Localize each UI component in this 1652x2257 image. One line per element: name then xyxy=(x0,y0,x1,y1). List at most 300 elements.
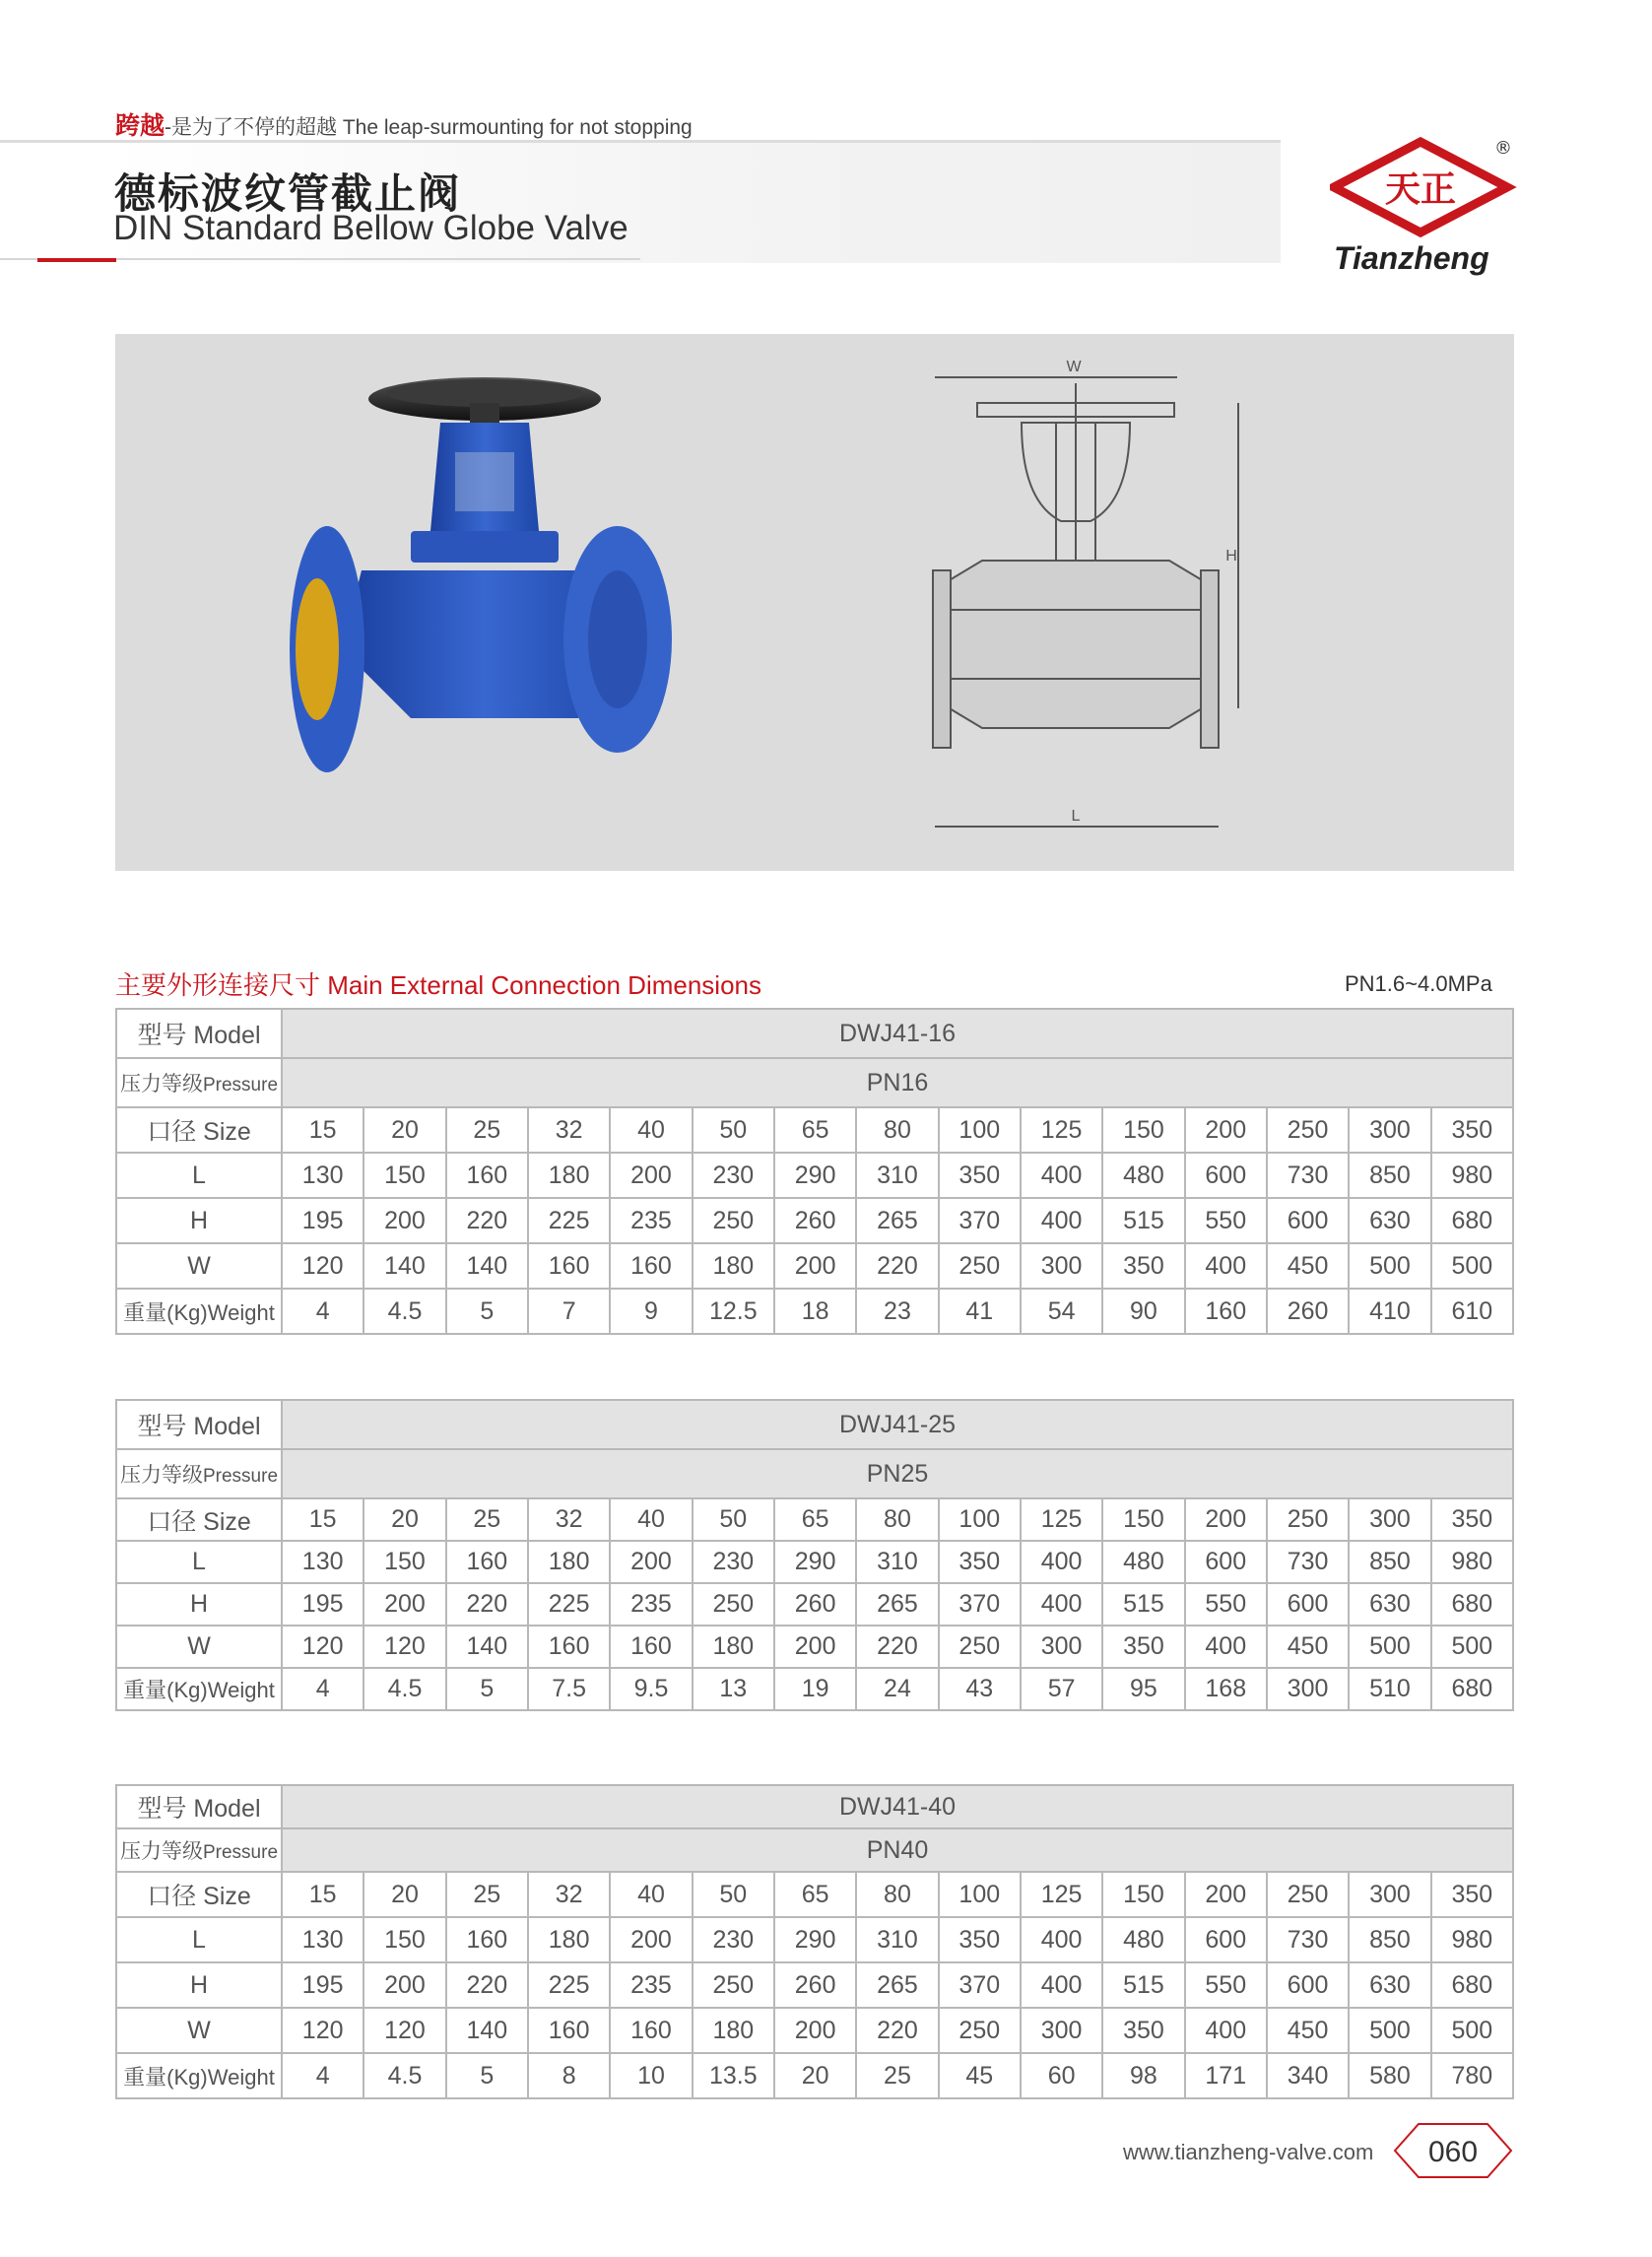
table-cell: 200 xyxy=(1185,1872,1267,1917)
model-cell: DWJ41-25 xyxy=(282,1400,1513,1449)
table-cell: 50 xyxy=(693,1872,774,1917)
table-cell: 235 xyxy=(610,1962,692,2008)
table-cell: 300 xyxy=(1021,1626,1102,1668)
table-cell: 400 xyxy=(1021,1917,1102,1962)
table-cell: 7.5 xyxy=(528,1668,610,1710)
table-cell: 25 xyxy=(446,1498,528,1541)
table-cell: 980 xyxy=(1431,1153,1513,1198)
table-cell: 600 xyxy=(1185,1153,1267,1198)
table-cell: 80 xyxy=(856,1107,938,1153)
table-cell: 140 xyxy=(446,1626,528,1668)
row-label-text: 压力等级 xyxy=(119,1840,203,1863)
table-cell: 220 xyxy=(446,1198,528,1243)
table-cell: 120 xyxy=(282,1243,363,1289)
table-cell: 450 xyxy=(1267,2008,1349,2053)
pressure-cell: PN16 xyxy=(282,1058,1513,1107)
table-cell: 300 xyxy=(1349,1872,1430,1917)
table-cell: 265 xyxy=(856,1962,938,2008)
table-cell: 13.5 xyxy=(693,2053,774,2098)
table-cell: 250 xyxy=(1267,1872,1349,1917)
table-cell: 24 xyxy=(856,1668,938,1710)
spec-table xyxy=(115,1784,1514,2099)
table-cell: 600 xyxy=(1267,1962,1349,2008)
row-label-text: Pressure xyxy=(202,1842,279,1863)
table-cell: 23 xyxy=(856,1289,938,1334)
table-cell: 15 xyxy=(282,1498,363,1541)
table-cell: 160 xyxy=(610,2008,692,2053)
table-cell: 400 xyxy=(1021,1153,1102,1198)
table-cell: 200 xyxy=(1185,1498,1267,1541)
table-row xyxy=(116,1962,1513,2008)
table-cell: 400 xyxy=(1021,1198,1102,1243)
table-row xyxy=(116,1058,1513,1107)
table-cell: 600 xyxy=(1267,1583,1349,1626)
model-cell: DWJ41-16 xyxy=(282,1009,1513,1058)
table-cell: 250 xyxy=(1267,1498,1349,1541)
table-cell: 90 xyxy=(1102,1289,1184,1334)
table-cell: 260 xyxy=(774,1962,856,2008)
table-cell: 290 xyxy=(774,1917,856,1962)
table-cell: 260 xyxy=(774,1198,856,1243)
table-row xyxy=(116,1198,1513,1243)
table-cell: 980 xyxy=(1431,1917,1513,1962)
table-row xyxy=(116,1917,1513,1962)
table-cell: 370 xyxy=(939,1583,1021,1626)
table-cell: 45 xyxy=(939,2053,1021,2098)
table-row xyxy=(116,1498,1513,1541)
table-cell: 410 xyxy=(1349,1289,1430,1334)
row-label: W xyxy=(116,1626,282,1668)
table-cell: 225 xyxy=(528,1583,610,1626)
table-cell: 125 xyxy=(1021,1498,1102,1541)
table-cell: 195 xyxy=(282,1583,363,1626)
table-cell: 180 xyxy=(693,2008,774,2053)
table-cell: 180 xyxy=(693,1626,774,1668)
table-cell: 500 xyxy=(1349,2008,1430,2053)
table-cell: 260 xyxy=(1267,1289,1349,1334)
table-cell: 340 xyxy=(1267,2053,1349,2098)
website-url: www.tianzheng-valve.com xyxy=(1123,2140,1374,2164)
brand-logo xyxy=(1330,136,1517,244)
table-cell: 19 xyxy=(774,1668,856,1710)
row-label: 口径 Size xyxy=(116,1872,282,1917)
table-cell: 150 xyxy=(363,1153,445,1198)
table-cell: 130 xyxy=(282,1541,363,1583)
row-label: 口径 Size xyxy=(116,1498,282,1541)
table-cell: 250 xyxy=(939,2008,1021,2053)
table-cell: 500 xyxy=(1349,1626,1430,1668)
table-cell: 300 xyxy=(1021,1243,1102,1289)
product-illustrations xyxy=(115,334,1514,871)
table-cell: 10 xyxy=(610,2053,692,2098)
table-row xyxy=(116,2008,1513,2053)
table-cell: 250 xyxy=(693,1583,774,1626)
table-cell: 400 xyxy=(1185,1243,1267,1289)
table-cell: 7 xyxy=(528,1289,610,1334)
table-cell: 515 xyxy=(1102,1962,1184,2008)
row-label-text: 压力等级 xyxy=(119,1464,203,1487)
table-cell: 80 xyxy=(856,1872,938,1917)
logo-brand-name: Tianzheng xyxy=(1334,240,1489,276)
table-cell: 250 xyxy=(939,1626,1021,1668)
table-cell: 350 xyxy=(1102,1626,1184,1668)
table-cell: 150 xyxy=(1102,1498,1184,1541)
row-label: L xyxy=(116,1153,282,1198)
table-cell: 25 xyxy=(856,2053,938,2098)
table-cell: 65 xyxy=(774,1107,856,1153)
row-label: H xyxy=(116,1583,282,1626)
table-cell: 140 xyxy=(446,2008,528,2053)
table-cell: 125 xyxy=(1021,1107,1102,1153)
table-cell: 180 xyxy=(528,1153,610,1198)
table-cell: 680 xyxy=(1431,1668,1513,1710)
table-row xyxy=(116,1289,1513,1334)
table-cell: 195 xyxy=(282,1198,363,1243)
table-cell: 41 xyxy=(939,1289,1021,1334)
row-label: 重量(Kg)Weight xyxy=(116,1289,282,1334)
row-label-text: 压力等级 xyxy=(119,1073,203,1095)
table-cell: 120 xyxy=(363,1626,445,1668)
row-label xyxy=(116,1058,282,1107)
table-cell: 120 xyxy=(363,2008,445,2053)
row-label: W xyxy=(116,1243,282,1289)
table-cell: 18 xyxy=(774,1289,856,1334)
table-cell: 550 xyxy=(1185,1198,1267,1243)
table-cell: 480 xyxy=(1102,1917,1184,1962)
table-cell: 250 xyxy=(1267,1107,1349,1153)
table-cell: 400 xyxy=(1185,2008,1267,2053)
table-cell: 150 xyxy=(363,1541,445,1583)
table-cell: 200 xyxy=(774,1243,856,1289)
table-cell: 200 xyxy=(610,1917,692,1962)
table-cell: 140 xyxy=(363,1243,445,1289)
table-cell: 260 xyxy=(774,1583,856,1626)
table-cell: 550 xyxy=(1185,1583,1267,1626)
table-cell: 32 xyxy=(528,1498,610,1541)
row-label: 型号 Model xyxy=(116,1785,282,1828)
table-cell: 780 xyxy=(1431,2053,1513,2098)
table-cell: 32 xyxy=(528,1872,610,1917)
table-cell: 850 xyxy=(1349,1153,1430,1198)
table-cell: 350 xyxy=(1431,1107,1513,1153)
table-cell: 265 xyxy=(856,1583,938,1626)
table-cell: 600 xyxy=(1185,1917,1267,1962)
table-cell: 310 xyxy=(856,1153,938,1198)
table-row xyxy=(116,1583,1513,1626)
table-cell: 500 xyxy=(1431,1626,1513,1668)
table-cell: 150 xyxy=(1102,1107,1184,1153)
table-cell: 350 xyxy=(939,1917,1021,1962)
table-cell: 20 xyxy=(363,1107,445,1153)
table-cell: 60 xyxy=(1021,2053,1102,2098)
table-cell: 480 xyxy=(1102,1153,1184,1198)
row-label-text: Pressure xyxy=(202,1466,279,1487)
dimension-label-l: L xyxy=(1071,808,1081,825)
table-cell: 225 xyxy=(528,1198,610,1243)
table-cell: 9.5 xyxy=(610,1668,692,1710)
table-cell: 180 xyxy=(528,1541,610,1583)
table-cell: 500 xyxy=(1431,1243,1513,1289)
table-cell: 160 xyxy=(528,1243,610,1289)
table-cell: 680 xyxy=(1431,1583,1513,1626)
table-cell: 160 xyxy=(446,1917,528,1962)
table-cell: 200 xyxy=(610,1541,692,1583)
table-cell: 630 xyxy=(1349,1198,1430,1243)
table-cell: 12.5 xyxy=(693,1289,774,1334)
table-cell: 220 xyxy=(446,1962,528,2008)
table-cell: 4.5 xyxy=(363,1668,445,1710)
table-cell: 180 xyxy=(693,1243,774,1289)
table-cell: 350 xyxy=(1431,1498,1513,1541)
table-cell: 250 xyxy=(693,1962,774,2008)
page-title-cn: 德标波纹管截止阀 xyxy=(114,170,462,217)
table-cell: 40 xyxy=(610,1872,692,1917)
table-cell: 290 xyxy=(774,1541,856,1583)
table-cell: 168 xyxy=(1185,1668,1267,1710)
table-cell: 310 xyxy=(856,1541,938,1583)
table-cell: 15 xyxy=(282,1872,363,1917)
table-cell: 50 xyxy=(693,1107,774,1153)
table-cell: 680 xyxy=(1431,1198,1513,1243)
logo-cn-text: 天正 xyxy=(1384,169,1457,210)
table-cell: 220 xyxy=(446,1583,528,1626)
table-cell: 450 xyxy=(1267,1626,1349,1668)
table-cell: 450 xyxy=(1267,1243,1349,1289)
table-cell: 350 xyxy=(1102,1243,1184,1289)
table-cell: 600 xyxy=(1267,1198,1349,1243)
table-row xyxy=(116,2053,1513,2098)
table-cell: 200 xyxy=(610,1153,692,1198)
table-cell: 630 xyxy=(1349,1583,1430,1626)
table-cell: 65 xyxy=(774,1498,856,1541)
table-cell: 400 xyxy=(1185,1626,1267,1668)
table-cell: 400 xyxy=(1021,1541,1102,1583)
table-cell: 550 xyxy=(1185,1962,1267,2008)
table-cell: 125 xyxy=(1021,1872,1102,1917)
table-cell: 220 xyxy=(856,2008,938,2053)
table-cell: 220 xyxy=(856,1243,938,1289)
table-cell: 730 xyxy=(1267,1153,1349,1198)
section-title: 主要外形连接尺寸 Main External Connection Dimensions xyxy=(115,970,761,1000)
table-cell: 610 xyxy=(1431,1289,1513,1334)
title-accent-bar xyxy=(37,258,116,262)
table-cell: 20 xyxy=(774,2053,856,2098)
row-label: 口径 Size xyxy=(116,1107,282,1153)
registered-mark: ® xyxy=(1494,138,1512,159)
table-cell: 630 xyxy=(1349,1962,1430,2008)
table-cell: 120 xyxy=(282,1626,363,1668)
dimension-label-w: W xyxy=(1066,359,1082,375)
table-cell: 100 xyxy=(939,1107,1021,1153)
table-cell: 25 xyxy=(446,1107,528,1153)
table-cell: 250 xyxy=(693,1198,774,1243)
table-cell: 200 xyxy=(774,1626,856,1668)
table-cell: 515 xyxy=(1102,1198,1184,1243)
table-cell: 235 xyxy=(610,1583,692,1626)
table-cell: 171 xyxy=(1185,2053,1267,2098)
table-cell: 9 xyxy=(610,1289,692,1334)
table-cell: 100 xyxy=(939,1872,1021,1917)
table-cell: 130 xyxy=(282,1917,363,1962)
table-cell: 140 xyxy=(446,1243,528,1289)
table-cell: 515 xyxy=(1102,1583,1184,1626)
table-cell: 32 xyxy=(528,1107,610,1153)
table-cell: 350 xyxy=(1102,2008,1184,2053)
table-row xyxy=(116,1668,1513,1710)
table-cell: 350 xyxy=(1431,1872,1513,1917)
table-cell: 500 xyxy=(1431,2008,1513,2053)
row-label: H xyxy=(116,1198,282,1243)
table-cell: 195 xyxy=(282,1962,363,2008)
table-cell: 350 xyxy=(939,1541,1021,1583)
table-cell: 510 xyxy=(1349,1668,1430,1710)
table-row xyxy=(116,1872,1513,1917)
table-cell: 220 xyxy=(856,1626,938,1668)
table-cell: 290 xyxy=(774,1153,856,1198)
row-label-text: Pressure xyxy=(202,1075,279,1095)
pressure-range: PN1.6~4.0MPa xyxy=(1345,971,1492,996)
table-cell: 580 xyxy=(1349,2053,1430,2098)
pressure-cell: PN40 xyxy=(282,1828,1513,1872)
page-title-en: DIN Standard Bellow Globe Valve xyxy=(113,209,628,247)
table-cell: 230 xyxy=(693,1541,774,1583)
table-cell: 300 xyxy=(1349,1498,1430,1541)
table-cell: 95 xyxy=(1102,1668,1184,1710)
table-cell: 730 xyxy=(1267,1541,1349,1583)
spec-table xyxy=(115,1008,1514,1335)
table-cell: 50 xyxy=(693,1498,774,1541)
table-cell: 500 xyxy=(1349,1243,1430,1289)
table-cell: 160 xyxy=(610,1626,692,1668)
table-cell: 235 xyxy=(610,1198,692,1243)
table-cell: 5 xyxy=(446,1668,528,1710)
table-cell: 4.5 xyxy=(363,1289,445,1334)
table-cell: 100 xyxy=(939,1498,1021,1541)
table-cell: 370 xyxy=(939,1962,1021,2008)
page-number: 060 xyxy=(1427,2136,1479,2168)
table-cell: 4 xyxy=(282,1289,363,1334)
table-cell: 120 xyxy=(282,2008,363,2053)
table-cell: 300 xyxy=(1021,2008,1102,2053)
table-row xyxy=(116,1009,1513,1058)
table-cell: 370 xyxy=(939,1198,1021,1243)
table-cell: 300 xyxy=(1349,1107,1430,1153)
spec-table xyxy=(115,1399,1514,1711)
table-cell: 200 xyxy=(1185,1107,1267,1153)
row-label: L xyxy=(116,1917,282,1962)
table-cell: 400 xyxy=(1021,1962,1102,2008)
valve-photo xyxy=(290,377,672,772)
table-cell: 40 xyxy=(610,1107,692,1153)
table-cell: 160 xyxy=(1185,1289,1267,1334)
dimension-label-h: H xyxy=(1225,548,1237,564)
table-cell: 43 xyxy=(939,1668,1021,1710)
table-cell: 980 xyxy=(1431,1541,1513,1583)
table-cell: 40 xyxy=(610,1498,692,1541)
table-cell: 600 xyxy=(1185,1541,1267,1583)
table-cell: 160 xyxy=(446,1153,528,1198)
table-cell: 13 xyxy=(693,1668,774,1710)
table-cell: 200 xyxy=(363,1583,445,1626)
model-cell: DWJ41-40 xyxy=(282,1785,1513,1828)
row-label: 型号 Model xyxy=(116,1400,282,1449)
table-cell: 8 xyxy=(528,2053,610,2098)
table-cell: 98 xyxy=(1102,2053,1184,2098)
row-label xyxy=(116,1449,282,1498)
table-cell: 25 xyxy=(446,1872,528,1917)
row-label: W xyxy=(116,2008,282,2053)
table-row xyxy=(116,1541,1513,1583)
table-cell: 250 xyxy=(939,1243,1021,1289)
row-label: H xyxy=(116,1962,282,2008)
row-label xyxy=(116,1828,282,1872)
page-number-badge xyxy=(1391,2120,1515,2181)
table-row xyxy=(116,1243,1513,1289)
table-cell: 180 xyxy=(528,1917,610,1962)
table-row xyxy=(116,1785,1513,1828)
row-label: 型号 Model xyxy=(116,1009,282,1058)
row-label: L xyxy=(116,1541,282,1583)
table-cell: 480 xyxy=(1102,1541,1184,1583)
table-cell: 680 xyxy=(1431,1962,1513,2008)
table-cell: 225 xyxy=(528,1962,610,2008)
table-cell: 230 xyxy=(693,1153,774,1198)
table-cell: 310 xyxy=(856,1917,938,1962)
table-cell: 57 xyxy=(1021,1668,1102,1710)
table-cell: 200 xyxy=(774,2008,856,2053)
table-cell: 150 xyxy=(363,1917,445,1962)
table-cell: 5 xyxy=(446,1289,528,1334)
table-cell: 65 xyxy=(774,1872,856,1917)
table-cell: 150 xyxy=(1102,1872,1184,1917)
table-cell: 850 xyxy=(1349,1917,1430,1962)
table-row xyxy=(116,1626,1513,1668)
table-cell: 200 xyxy=(363,1962,445,2008)
table-cell: 160 xyxy=(610,1243,692,1289)
table-cell: 265 xyxy=(856,1198,938,1243)
table-cell: 80 xyxy=(856,1498,938,1541)
table-cell: 130 xyxy=(282,1153,363,1198)
table-row xyxy=(116,1449,1513,1498)
table-cell: 5 xyxy=(446,2053,528,2098)
valve-section-drawing xyxy=(933,377,1238,827)
table-row xyxy=(116,1828,1513,1872)
table-cell: 730 xyxy=(1267,1917,1349,1962)
table-cell: 230 xyxy=(693,1917,774,1962)
table-cell: 4.5 xyxy=(363,2053,445,2098)
table-cell: 4 xyxy=(282,1668,363,1710)
table-row xyxy=(116,1400,1513,1449)
table-row xyxy=(116,1153,1513,1198)
table-cell: 350 xyxy=(939,1153,1021,1198)
table-cell: 160 xyxy=(446,1541,528,1583)
row-label: 重量(Kg)Weight xyxy=(116,1668,282,1710)
table-cell: 200 xyxy=(363,1198,445,1243)
table-cell: 160 xyxy=(528,1626,610,1668)
table-cell: 400 xyxy=(1021,1583,1102,1626)
table-cell: 300 xyxy=(1267,1668,1349,1710)
pressure-cell: PN25 xyxy=(282,1449,1513,1498)
table-cell: 4 xyxy=(282,2053,363,2098)
table-row xyxy=(116,1107,1513,1153)
table-cell: 15 xyxy=(282,1107,363,1153)
table-cell: 20 xyxy=(363,1872,445,1917)
product-image-panel xyxy=(115,334,1514,871)
table-cell: 160 xyxy=(528,2008,610,2053)
table-cell: 850 xyxy=(1349,1541,1430,1583)
tagline xyxy=(115,106,693,142)
tagline-highlight: 跨越 xyxy=(115,112,165,140)
